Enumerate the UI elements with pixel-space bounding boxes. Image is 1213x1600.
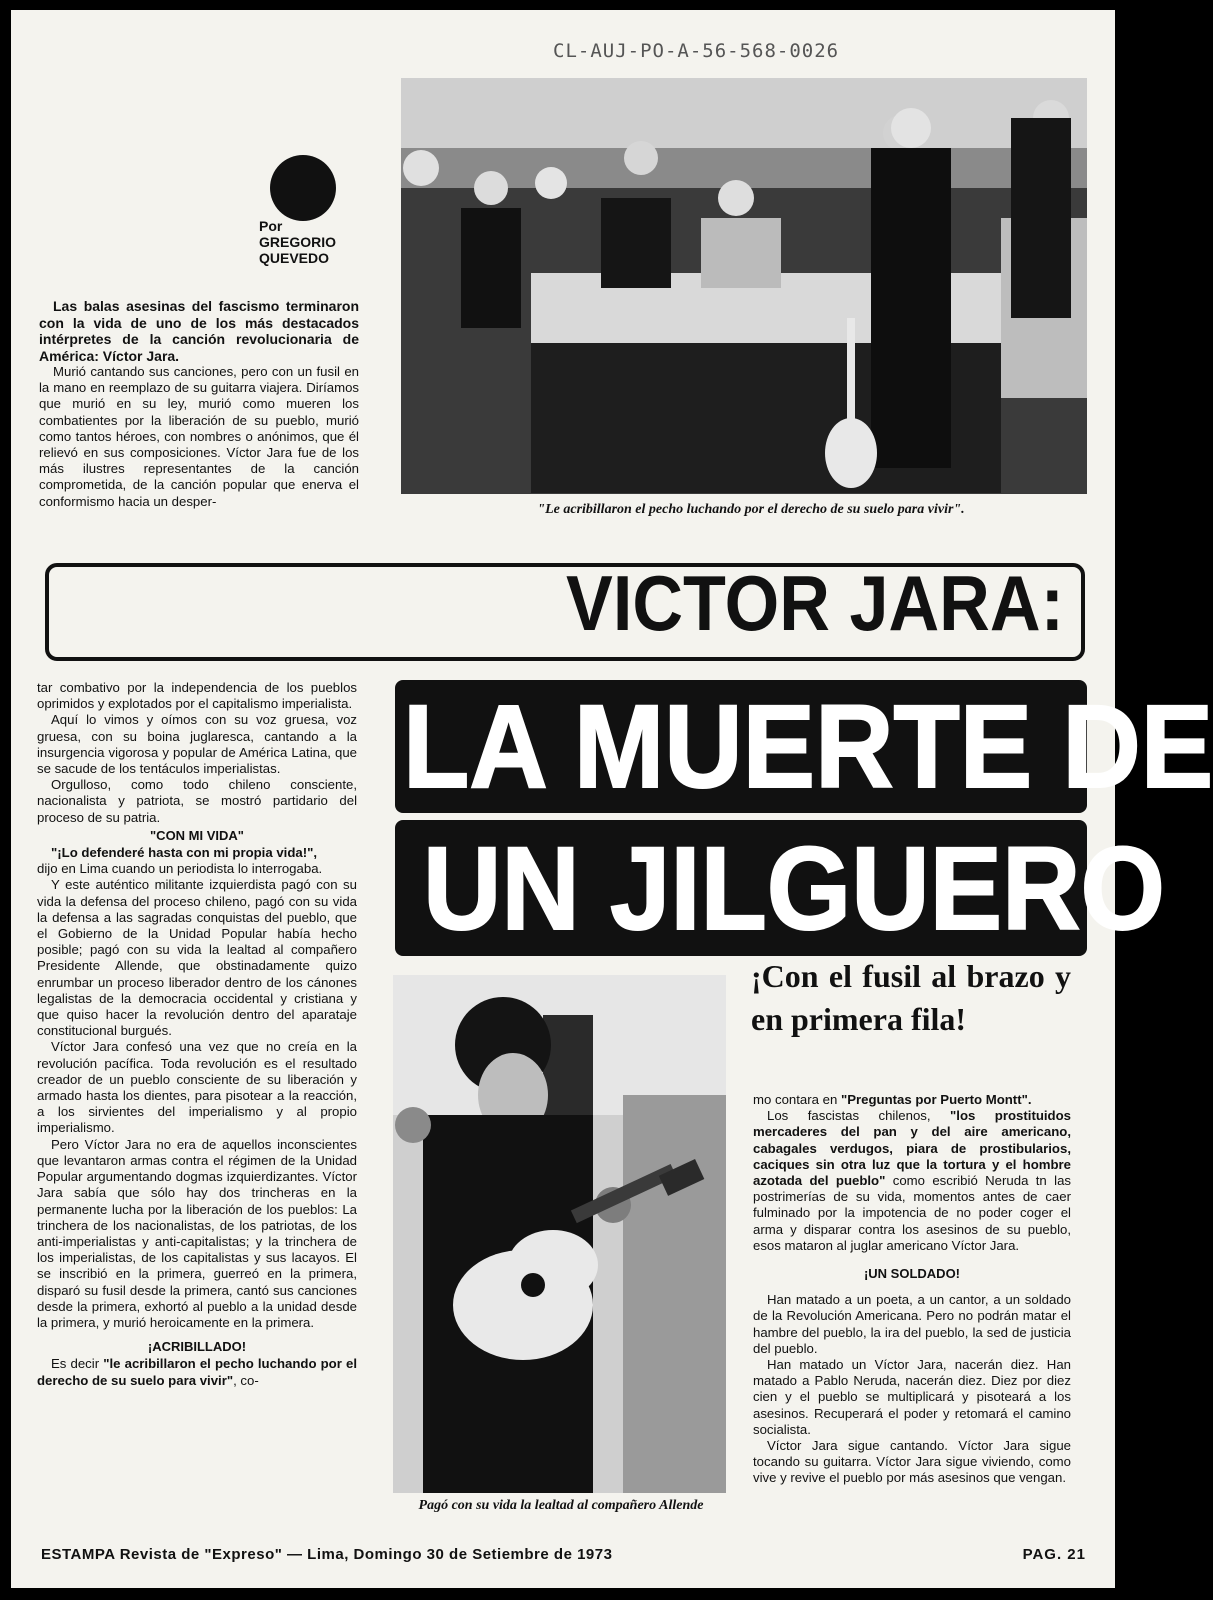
intro-lead: Las balas asesinas del fascismo terminaron con la vida de uno de los más destacados intérpretes de la canción revolucionaria de América: Víctor Jara. bbox=[39, 298, 359, 364]
left-p5: Y este auténtico militante izquierdista pagó con su vida la defensa del proceso chileno, pagó con su vida la defensa a las sagradas conquistas del pueblo, que el Gobierno de la Unidad Popular había hecho posible; pagó con su vida la lealtad al compañero Presidente Allende, que obstinadamente quizo enrumbar un proceso liberador dentro de los cánones legalistas de la democracia occidental y cristiana y que quiso hacer la revolución dentro del aparataje constitucional burgués. bbox=[37, 877, 357, 1039]
right-p4: Han matado un Víctor Jara, nacerán diez. Han matado a Pablo Neruda, nacerán diez. Diez por diez cien y el pueblo se multiplicará y pisoteará a los asesinos. Recuperará el poder y retomará el camino socialista. bbox=[753, 1357, 1071, 1437]
left-p2: Aquí lo vimos y oímos con su voz gruesa, voz gruesa, con su boina juglaresca, cantando a la insurgencia vigorosa y popular de América Latina, que se sacude de los tentáculos imperialistas. bbox=[37, 712, 357, 777]
left-p4: dijo en Lima cuando un periodista lo interrogaba. bbox=[37, 861, 323, 877]
right-p2 bbox=[753, 1108, 1071, 1254]
intro-body: Murió cantando sus canciones, pero con un fusil en la mano en reemplazo de su guitarra viajera. Diríamos que murió en su ley, murió como mueren los combatientes por la liberación de su pueblo, murió como tantos héroes, con nombres o anónimos, que él relievó en sus composiciones. Víctor Jara fue de los más ilustres representantes de la canción comprometida, de la canción popular que enerva el conformismo hacia un desper- bbox=[39, 364, 359, 509]
left-column bbox=[37, 680, 357, 1389]
left-p7: Pero Víctor Jara no era de aquellos inconscientes que levantaron armas contra el régimen de la Unidad Popular argumentando dogmas izquierdizantes. Víctor Jara sabía que sólo hay dos trincheras en la permanente lucha por la liberación de los pueblos: La trinchera de los nacionalistas, de los patriotas, de los anti-imperialistas y anti-capitalistas; y la trinchera de los imperialistas, de los capitalistas y sus lacayos. El se inscribió en la primera, guerreó en la primera, disparó su fusil desde la primera, cantó sus canciones desde la primera, exhortó al pueblo a la unidad desde la primera, y murió heroicamente en la primera. bbox=[37, 1136, 357, 1330]
newspaper-page bbox=[11, 10, 1213, 1588]
headline-line-2: UN JILGUERO bbox=[423, 823, 1165, 955]
left-p3: Orgulloso, como todo chileno consciente, nacionalista y patriota, se mostró partidario del proceso de su patria. bbox=[37, 777, 357, 825]
right-subhead: ¡UN SOLDADO! bbox=[863, 1266, 961, 1282]
left-p8-start: Es decir bbox=[51, 1356, 104, 1372]
right-p2-start: Los fascistas chilenos, bbox=[767, 1108, 951, 1124]
top-photo-image bbox=[401, 78, 1087, 494]
byline-name-2: QUEVEDO bbox=[259, 250, 330, 266]
right-column bbox=[753, 1092, 1071, 1487]
byline bbox=[259, 218, 336, 266]
top-photo bbox=[401, 78, 1087, 494]
right-p2-quote: "los prostituidos mercaderes del pan y del aire americano, cabagales verdugos, piara de prostibularios, caciques sin otra luz que la tortura y el hombre azotada del pueblo" bbox=[753, 1108, 1071, 1189]
byline-name-1: GREGORIO bbox=[259, 234, 337, 250]
left-p8-end: , co- bbox=[233, 1372, 259, 1388]
byline-dot bbox=[270, 155, 336, 221]
left-p6: Víctor Jara confesó una vez que no creía en la revolución pacífica. Toda revolución es el resultado creador de un pueblo consciente de su liberación y armado hasta los dientes, para pisotear a la reacción, a los sirvientes del imperialismo y al propio imperialismo. bbox=[37, 1039, 357, 1136]
right-p3: Han matado a un poeta, a un cantor, a un soldado de la Revolución Americana. Pero no podrán matar el hambre del pueblo, la ira del pueblo, la sed de justicia del pueblo. bbox=[753, 1292, 1071, 1356]
headline-line-1: LA MUERTE DE bbox=[403, 681, 1213, 813]
right-p5: Víctor Jara sigue cantando. Víctor Jara sigue tocando su guitarra. Víctor Jara sigue viviendo, como vive y revive el pueblo por más asesinos que vengan. bbox=[753, 1438, 1071, 1486]
left-subhead-1: "CON MI VIDA" bbox=[150, 827, 244, 843]
footer-publication: ESTAMPA Revista de "Expreso" — Lima, Domingo 30 de Setiembre de 1973 bbox=[41, 1546, 613, 1563]
bottom-photo-caption: Pagó con su vida la lealtad al compañero Allende bbox=[418, 1498, 704, 1513]
right-p2-end: como escribió Neruda tn las postrimerías de su vida, momentos antes de caer fulminado por la impotencia de no poder coger el arma y disparar contra los asesinos de su pueblo, esos mataron al juglar americano Víctor Jara. bbox=[753, 1173, 1071, 1253]
top-photo-caption: "Le acribillaron el pecho luchando por el derecho de su suelo para vivir". bbox=[537, 502, 965, 517]
byline-prefix: Por bbox=[259, 218, 283, 234]
footer-page-number: PAG. 21 bbox=[1022, 1546, 1086, 1563]
left-p8-quote: "le acribillaron el pecho luchando por el derecho de su suelo para vivir" bbox=[37, 1356, 357, 1388]
left-p8 bbox=[37, 1356, 357, 1388]
left-p1: tar combativo por la independencia de los pueblos oprimidos y explotados por el capitalismo imperialista. bbox=[37, 680, 357, 712]
bottom-photo bbox=[393, 975, 726, 1493]
right-p1 bbox=[753, 1092, 1071, 1108]
right-p1-title: "Preguntas por Puerto Montt". bbox=[840, 1092, 1032, 1107]
intro-column bbox=[39, 298, 359, 510]
right-p1-start: mo contara en bbox=[753, 1092, 841, 1107]
bottom-photo-image bbox=[393, 975, 726, 1493]
left-subhead-2: ¡ACRIBILLADO! bbox=[147, 1339, 247, 1355]
left-quote: "¡Lo defenderé hasta con mi propia vida!", bbox=[51, 845, 318, 861]
archive-code: CL-AUJ-PO-A-56-568-0026 bbox=[553, 40, 840, 62]
headline-kicker: VICTOR JARA: bbox=[566, 559, 1064, 647]
subheadline: ¡Con el fusil al brazo y en primera fila! bbox=[751, 958, 1071, 1037]
